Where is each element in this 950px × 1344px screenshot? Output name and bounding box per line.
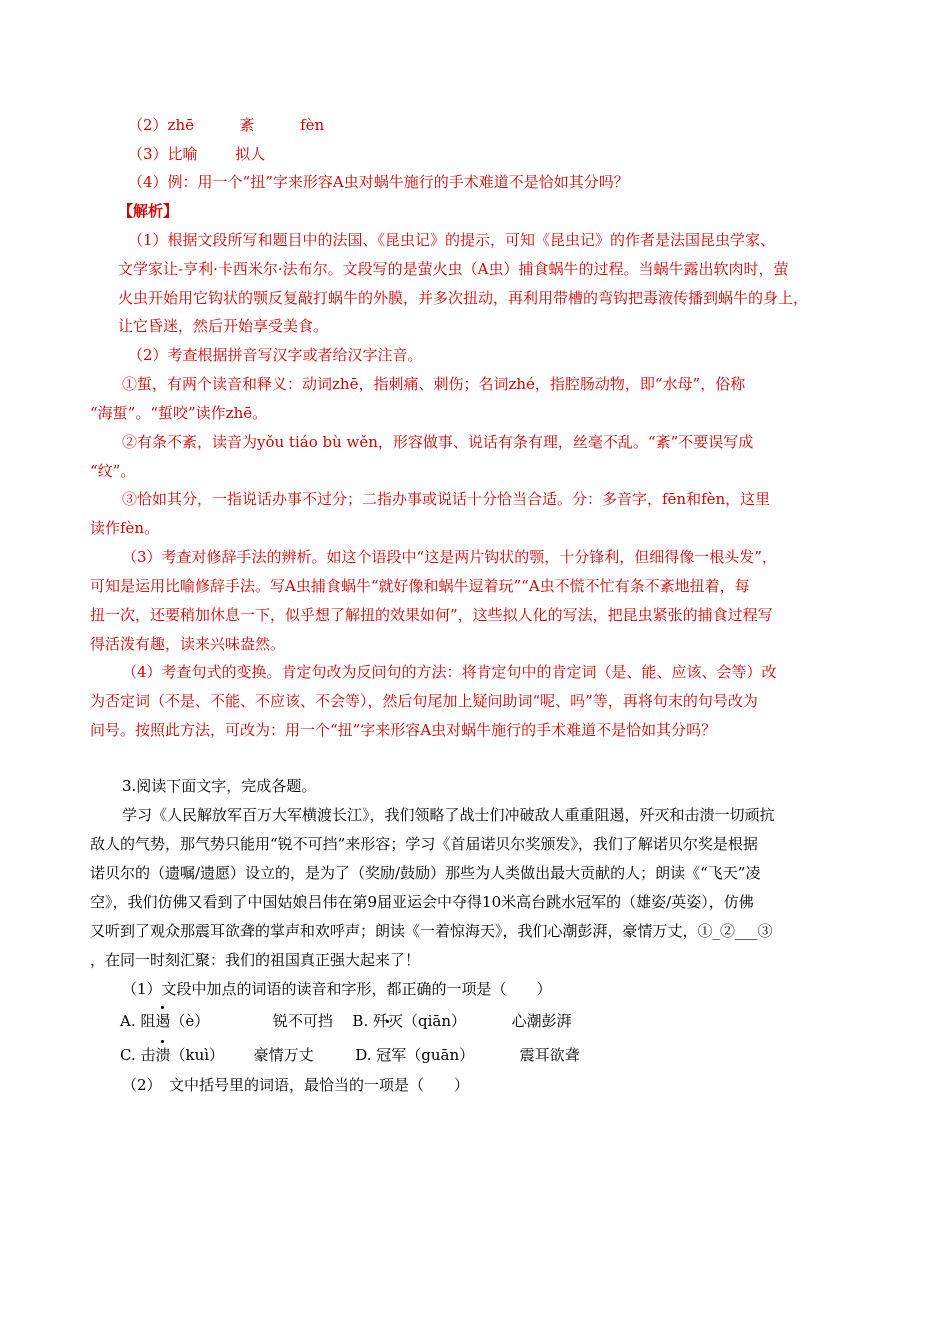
passage-line: 学习《人民解放军百万大军横渡长江》，我们领略了战士们冲破敌人重重阻遏，歼灭和击溃一切顽抗	[122, 806, 775, 824]
option-d-text1: D. 冠	[355, 1046, 392, 1064]
answer-2-pinyin2: fèn	[300, 116, 325, 134]
option-a-dotted: 遏	[155, 1012, 171, 1030]
option-b[interactable]	[352, 1012, 466, 1030]
option-b-text1: B. 歼	[352, 1012, 388, 1030]
answer-3-first: （3）比喻	[128, 145, 198, 163]
option-c-text1: C. 击	[120, 1046, 156, 1064]
answer-2-char: 紊	[239, 116, 255, 134]
analysis-p2a-line: ①蜇，有两个读音和释义：动词zhē，指刺痛、刺伤；名词zhé，指腔肠动物，即“水母”，俗称	[122, 375, 746, 393]
passage-line: 空》，我们仿佛又看到了中国姑娘吕伟在第9届亚运会中夺得10米高台跳水冠军的（雄姿/英姿），仿佛	[90, 893, 754, 911]
option-a-text1: A. 阻	[120, 1012, 156, 1030]
answer-4: （4）例：用一个“扭”字来形容A虫对蜗牛施行的手术难道不是恰如其分吗？	[128, 173, 629, 191]
option-c-dotted: 溃	[155, 1046, 171, 1064]
options-row-ab	[120, 1011, 572, 1031]
analysis-p2a-line: “海蜇”。“蜇咬”读作zhē。	[90, 404, 268, 422]
passage-line: 敌人的气势，那气势只能用“锐不可挡”来形容；学习《首届诺贝尔奖颁发》，我们了解诺贝尔奖是根据	[90, 835, 758, 853]
analysis-p2: （2）考查根据拼音写汉字或者给汉字注音。	[128, 346, 423, 364]
answer-3	[128, 144, 265, 164]
analysis-p2c-line: 读作fèn。	[90, 519, 160, 537]
analysis-p2c-line: ③恰如其分，一指说话办事不过分；二指办事或说话十分恰当合适。分：多音字，fēn和fèn，这里	[122, 490, 771, 508]
option-b-word2: 心潮彭湃	[511, 1012, 572, 1030]
analysis-label: 【解析】	[118, 202, 179, 220]
analysis-p3-line: （3）考查对修辞手法的辨析。如这个语段中“这是两片钩状的颚，十分锋利，但细得像一根头发”，	[122, 548, 777, 566]
option-d-text2: 军（guān）	[391, 1046, 475, 1064]
answer-2	[128, 115, 324, 135]
analysis-p3-line: 得活泼有趣，读来兴味盎然。	[90, 635, 286, 653]
passage-line: 诺贝尔的（遗嘱/遗愿）设立的，是为了（奖励/鼓励）那些为人类做出最大贡献的人；朗读《“飞天”凌	[90, 864, 761, 882]
answer-3-second: 拟人	[235, 145, 266, 163]
option-a-word2: 锐不可挡	[272, 1012, 333, 1030]
analysis-p1-line: 火虫开始用它钩状的颚反复敲打蜗牛的外膜，并多次扭动，再利用带槽的弯钩把毒液传播到蜗牛的身上，	[118, 289, 809, 307]
analysis-p1-line: 文学家让-亨利·卡西米尔·法布尔。文段写的是萤火虫（A虫）捕食蜗牛的过程。当蜗牛露出软肉时，萤	[118, 260, 789, 278]
option-d[interactable]	[355, 1046, 474, 1064]
passage-line: 又听到了观众那震耳欲聋的掌声和欢呼声；朗读《一着惊海天》，我们心潮彭湃，豪情万丈，①_②___③	[90, 922, 773, 940]
options-row-cd	[120, 1045, 580, 1065]
option-c-word2: 豪情万丈	[253, 1046, 314, 1064]
question-3-title: 3.阅读下面文字，完成各题。	[122, 777, 317, 795]
option-b-text2: 灭（qiān）	[387, 1012, 466, 1030]
option-d-word2: 震耳欲聋	[519, 1046, 580, 1064]
sub-question-1: （1）文段中加点的词语的读音和字形，都正确的一项是（ ）	[122, 980, 552, 998]
analysis-p4-line: 问号。按照此方法，可改为：用一个“扭”字来形容A虫对蜗牛施行的手术难道不是恰如其分吗？	[90, 721, 717, 739]
option-a-pinyin: （è）	[170, 1012, 210, 1030]
passage-line: ，在同一时刻汇聚：我们的祖国真正强大起来了！	[90, 951, 421, 969]
analysis-p3-line: 可知是运用比喻修辞手法。写A虫捕食蜗牛“就好像和蜗牛逗着玩”“A虫不慌不忙有条不紊地扭着，每	[90, 577, 750, 595]
sub-question-2: （2） 文中括号里的词语，最恰当的一项是（ ）	[122, 1076, 470, 1094]
analysis-p4-line: 为否定词（不是、不能、不应该、不会等），然后句尾加上疑问助词“呢、吗”等，再将句末的句号改为	[90, 692, 758, 710]
answer-2-pinyin: （2）zhē	[128, 116, 194, 134]
analysis-p4-line: （4）考查句式的变换。肯定句改为反问句的方法：将肯定句中的肯定词（是、能、应该、会等）改	[122, 663, 777, 681]
analysis-p2b-line: “纹”。	[90, 462, 136, 480]
option-c[interactable]	[120, 1046, 224, 1064]
analysis-p2b-line: ②有条不紊，读音为yǒu tiáo bù wěn，形容做事、说话有条有理，丝毫不乱。“紊”不要误写成	[122, 433, 754, 451]
analysis-p3-line: 扭一次，还要稍加休息一下，似乎想了解扭的效果如何”，这些拟人化的写法，把昆虫紧张的捕食过程写	[90, 606, 773, 624]
option-c-pinyin: （kuì）	[170, 1046, 225, 1064]
option-a[interactable]	[120, 1012, 209, 1030]
analysis-p1-line: （1）根据文段所写和题目中的法国、《昆虫记》的提示，可知《昆虫记》的作者是法国昆虫学家、	[128, 231, 776, 249]
analysis-p1-line: 让它昏迷，然后开始享受美食。	[118, 317, 329, 335]
